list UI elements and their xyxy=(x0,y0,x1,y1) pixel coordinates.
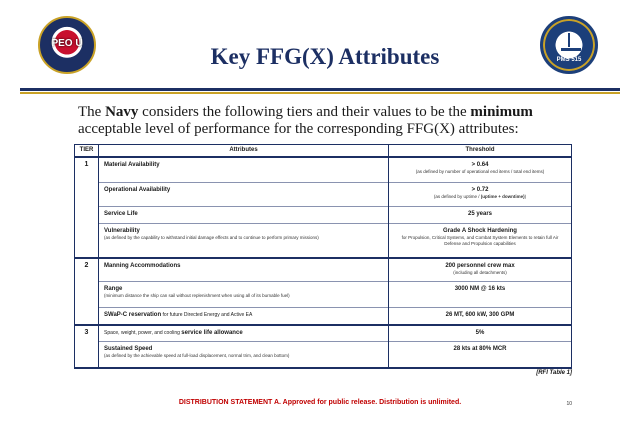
threshold-cell xyxy=(389,282,572,308)
table-row xyxy=(75,224,572,258)
attribute-cell xyxy=(99,157,389,183)
threshold-desc: (including all detachments) xyxy=(453,269,507,275)
tier-3: 3 xyxy=(75,325,99,368)
tier-1: 1 xyxy=(75,157,99,258)
ship-icon xyxy=(561,39,581,51)
attribute-cell xyxy=(99,282,389,308)
threshold-value: 28 kts at 80% MCR xyxy=(453,346,507,352)
threshold-cell xyxy=(389,325,572,342)
intro-part: acceptable level of performance for the corresponding FFG(X) attributes: xyxy=(78,121,519,137)
threshold-desc: (as defined by number of operational end items / total end items) xyxy=(415,168,545,174)
attribute-inline xyxy=(104,329,383,337)
threshold-value: 25 years xyxy=(467,211,493,217)
attribute-name: Operational Availability xyxy=(104,187,171,193)
header-rule-accent xyxy=(20,92,620,94)
attribute-cell xyxy=(99,224,389,258)
logo-left-text: PEO U xyxy=(51,38,83,49)
threshold-value: 200 personnel crew max xyxy=(445,262,515,269)
attribute-name: SWaP-C reservation xyxy=(104,312,162,318)
threshold-cell xyxy=(389,157,572,183)
attribute-inline xyxy=(104,311,383,319)
attribute-name: Sustained Speed xyxy=(104,346,153,352)
table-row xyxy=(75,342,572,368)
attribute-desc: (as defined by the achievable speed at full-load displacement, normal trim, and clean bottom) xyxy=(104,353,290,358)
table-row xyxy=(75,282,572,308)
intro-text xyxy=(78,104,578,138)
slide-header xyxy=(0,0,640,94)
threshold-desc-bold: (uptime + downtime) xyxy=(480,194,525,199)
table-row xyxy=(75,308,572,325)
attribute-cell xyxy=(99,207,389,224)
threshold-cell xyxy=(389,308,572,325)
slide-title: Key FFG(X) Attributes xyxy=(210,44,440,69)
attribute-desc: (minimum distance the ship can sail without replenishment when using all of its burnable fuel) xyxy=(104,293,290,298)
header-attributes: Attributes xyxy=(99,145,389,157)
threshold-cell xyxy=(389,183,572,207)
attribute-cell xyxy=(99,258,389,282)
threshold-cell xyxy=(389,342,572,368)
header-tier: TIER xyxy=(75,145,99,157)
attribute-desc: for future Directed Energy and Active EA xyxy=(161,312,253,318)
table-row xyxy=(75,157,572,183)
attribute-name: Service Life xyxy=(104,211,138,217)
threshold-desc-part: (as defined by uptime / xyxy=(433,194,481,199)
attribute-name: Manning Accommodations xyxy=(104,262,181,269)
intro-part: The xyxy=(78,104,106,120)
attribute-cell xyxy=(99,342,389,368)
table-row xyxy=(75,207,572,224)
threshold-desc-part: ) xyxy=(524,194,527,199)
attribute-name: Vulnerability xyxy=(104,228,140,234)
threshold-cell xyxy=(389,207,572,224)
intro-navy: Navy xyxy=(105,104,139,120)
attribute-name: Material Availability xyxy=(104,161,160,168)
threshold-desc: for Propulsion, Critical Systems, and Combat System Elements to retain full Air Defense and Propulsion capabilities xyxy=(401,235,559,246)
threshold-value: Grade A Shock Hardening xyxy=(443,228,517,234)
threshold-cell xyxy=(389,224,572,258)
intro-part: considers the following tiers and their values to be the xyxy=(138,104,471,120)
pms-seal-icon xyxy=(540,16,598,74)
peo-logo-icon xyxy=(38,16,96,74)
threshold-value: 26 MT, 600 kW, 300 GPM xyxy=(445,312,515,318)
tier-2: 2 xyxy=(75,258,99,325)
attributes-table xyxy=(74,144,572,369)
attribute-cell xyxy=(99,183,389,207)
attribute-name: Range xyxy=(104,286,123,292)
threshold-value: 3000 NM @ 16 kts xyxy=(454,286,506,292)
intro-minimum: minimum xyxy=(470,104,533,120)
attribute-cell xyxy=(99,325,389,342)
attribute-desc: (as defined by the capability to withstand initial damage effects and to continue to perform primary missions) xyxy=(104,235,319,240)
table-row xyxy=(75,183,572,207)
attribute-desc: Space, weight, power, and cooling xyxy=(104,329,182,336)
table-row xyxy=(75,325,572,342)
threshold-value: 5% xyxy=(475,329,485,336)
page-number: 10 xyxy=(566,401,572,407)
table-row xyxy=(75,258,572,282)
header-threshold: Threshold xyxy=(389,145,572,157)
threshold-cell xyxy=(389,258,572,282)
attribute-name: service life allowance xyxy=(181,329,243,336)
threshold-value: > 0.64 xyxy=(471,161,489,168)
rfi-reference: [RFI Table 1] xyxy=(536,370,572,376)
threshold-desc xyxy=(394,194,566,200)
logo-right-text: PMS 515 xyxy=(556,57,582,63)
distribution-statement: DISTRIBUTION STATEMENT A. Approved for public release. Distribution is unlimited. xyxy=(178,399,462,406)
attribute-cell xyxy=(99,308,389,325)
header-rule xyxy=(20,88,620,91)
threshold-value: > 0.72 xyxy=(471,187,489,193)
table-header-row xyxy=(75,145,572,157)
